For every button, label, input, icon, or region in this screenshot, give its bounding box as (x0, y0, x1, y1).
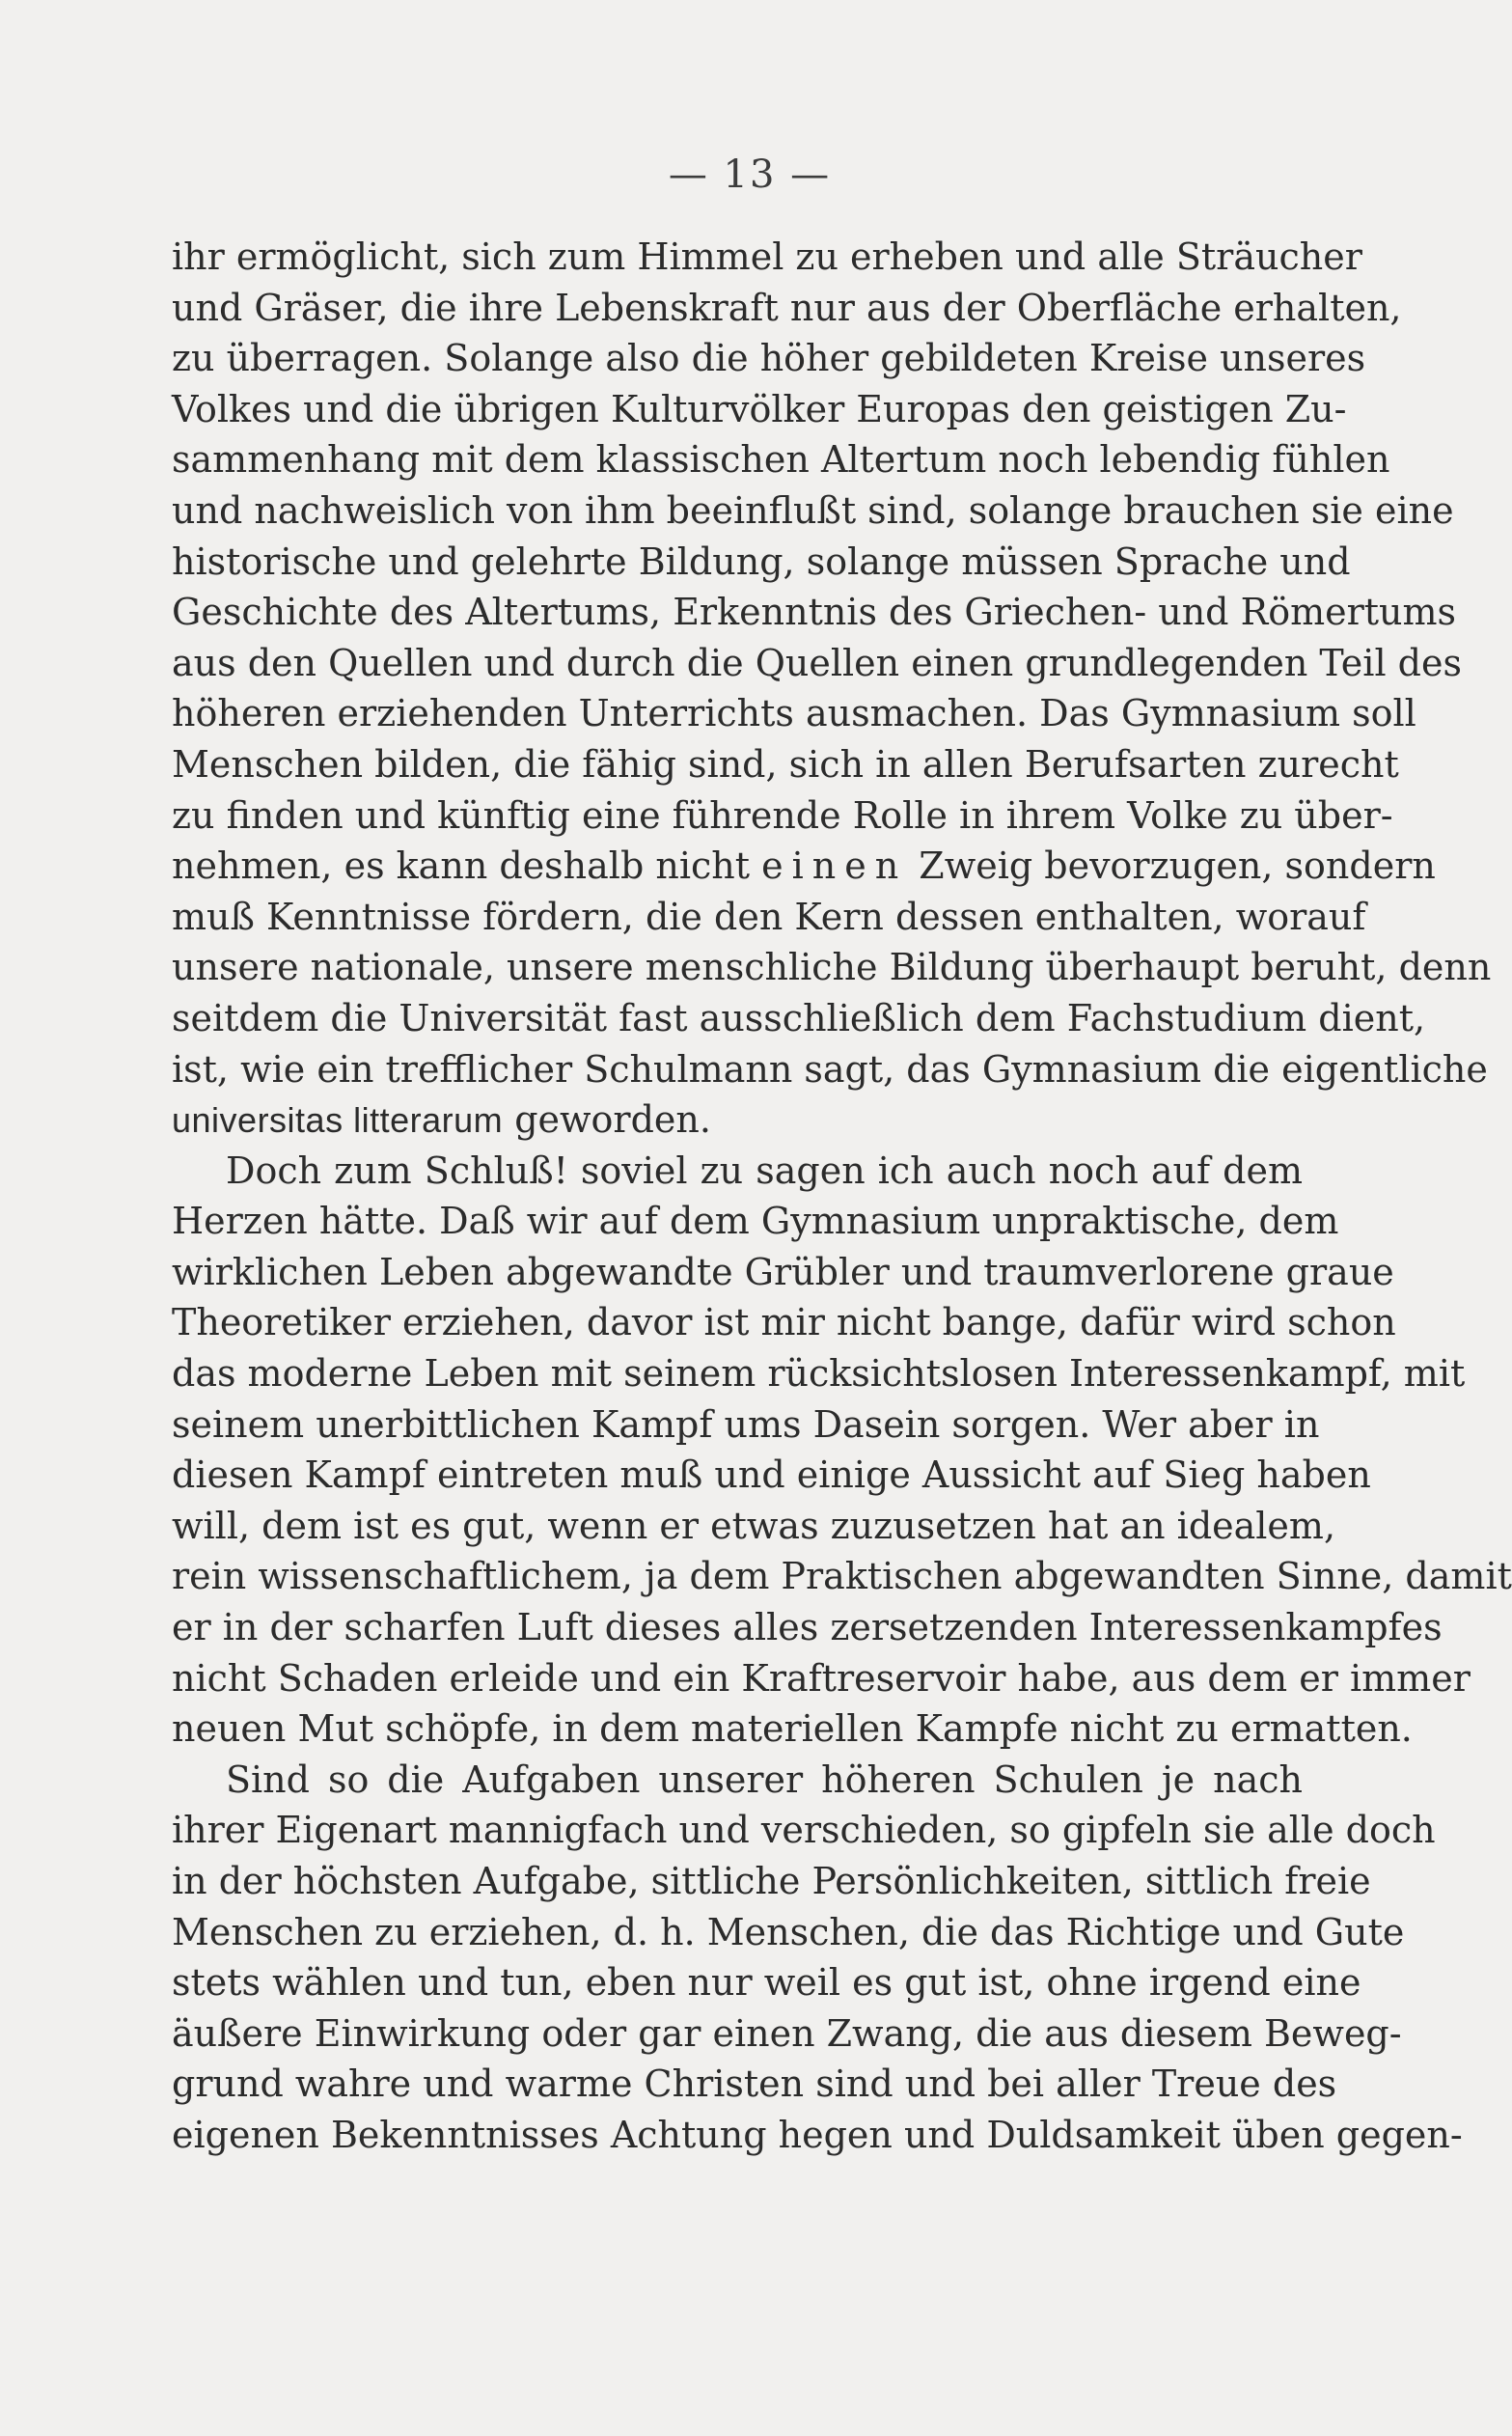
latin-phrase: universitas litterarum (172, 1100, 504, 1141)
text-line: sammenhang mit dem klassischen Altertum noch lebendig fühlen (172, 438, 1390, 482)
text-line: Geschichte des Altertums, Erkenntnis des Griechen- und Römertums (172, 591, 1457, 634)
emphasized-word: einen (761, 844, 908, 888)
text-line-latin (172, 1094, 1303, 1146)
text-segment: geworden. (514, 1098, 711, 1142)
paragraph-start: Doch zum Schluß! soviel zu sagen ich auch noch auf dem (226, 1149, 1303, 1192)
text-line: stets wählen und tun, eben nur weil es gut ist, ohne irgend eine (172, 1961, 1361, 2005)
text-line: will, dem ist es gut, wenn er etwas zuzusetzen hat an idealem, (172, 1504, 1336, 1547)
text-line: aus den Quellen und durch die Quellen einen grundlegenden Teil des (172, 641, 1462, 684)
text-line: seitdem die Universität fast ausschließlich dem Fachstudium dient, (172, 996, 1426, 1039)
text-line: zu finden und künftig eine führende Rolle in ihrem Volke zu über- (172, 793, 1393, 837)
text-line: das moderne Leben mit seinem rücksichtslosen Interessenkampf, mit (172, 1352, 1466, 1396)
text-line: und nachweislich von ihm beeinflußt sind, solange brauchen sie eine (172, 488, 1454, 532)
text-line: äußere Einwirkung oder gar einen Zwang, die aus diesem Beweg- (172, 2011, 1402, 2055)
text-line: neuen Mut schöpfe, in dem materiellen Kampfe nicht zu ermatten. (172, 1707, 1413, 1751)
text-line: eigenen Bekenntnisses Achtung hegen und Duldsamkeit üben gegen- (172, 2113, 1463, 2156)
text-line: in der höchsten Aufgabe, sittliche Persönlichkeiten, sittlich freie (172, 1860, 1371, 1902)
text-line: Herzen hätte. Daß wir auf dem Gymnasium unpraktische, dem (172, 1200, 1339, 1243)
text-line: historische und gelehrte Bildung, solange müssen Sprache und (172, 540, 1351, 583)
text-line: seinem unerbittlichen Kampf ums Dasein sorgen. Wer aber in (172, 1402, 1320, 1446)
text-segment: Zweig bevorzugen, sondern (919, 844, 1436, 888)
text-line: und Gräser, die ihre Lebenskraft nur aus der Oberfläche erhalten, (172, 286, 1402, 329)
text-line: diesen Kampf eintreten muß und einige Aussicht auf Sieg haben (172, 1453, 1371, 1497)
text-line: zu überragen. Solange also die höher gebildeten Kreise unseres (172, 337, 1366, 380)
text-segment: nehmen, es kann deshalb nicht (172, 844, 751, 888)
text-line: Menschen zu erziehen, d. h. Menschen, die das Richtige und Gute (172, 1910, 1405, 1953)
page-number: — 13 — (668, 152, 832, 197)
text-line: nicht Schaden erleide und ein Kraftreservoir habe, aus dem er immer (172, 1656, 1471, 1700)
text-line: wirklichen Leben abgewandte Grübler und traumverlorene graue (172, 1250, 1394, 1293)
paragraph-start: Sind so die Aufgaben unserer höheren Schulen je nach (226, 1758, 1303, 1801)
text-line: grund wahre und warme Christen sind und bei aller Treue des (172, 2062, 1337, 2106)
text-line: unsere nationale, unsere menschliche Bildung überhaupt beruht, denn (172, 946, 1492, 989)
text-line: Theoretiker erziehen, davor ist mir nicht bange, dafür wird schon (172, 1301, 1396, 1344)
body-text (172, 232, 1512, 2161)
text-line: Volkes und die übrigen Kulturvölker Europas den geistigen Zu- (172, 387, 1347, 430)
text-line: er in der scharfen Luft dieses alles zersetzenden Interessenkampfes (172, 1606, 1443, 1649)
text-line: ihr ermöglicht, sich zum Himmel zu erheben und alle Sträucher (172, 235, 1362, 278)
text-line-emphasis (172, 841, 1436, 892)
text-line: Menschen bilden, die fähig sind, sich in allen Berufsarten zurecht (172, 742, 1399, 786)
text-line: muß Kenntnisse fördern, die den Kern dessen enthalten, worauf (172, 895, 1366, 938)
text-line: ihrer Eigenart mannigfach und verschieden, so gipfeln sie alle doch (172, 1809, 1436, 1852)
text-line: rein wissenschaftlichem, ja dem Praktischen abgewandten Sinne, damit (172, 1555, 1512, 1598)
text-line: höheren erziehenden Unterrichts ausmachen. Das Gymnasium soll (172, 692, 1416, 735)
text-line: ist, wie ein trefflicher Schulmann sagt, das Gymnasium die eigentliche (172, 1047, 1488, 1091)
